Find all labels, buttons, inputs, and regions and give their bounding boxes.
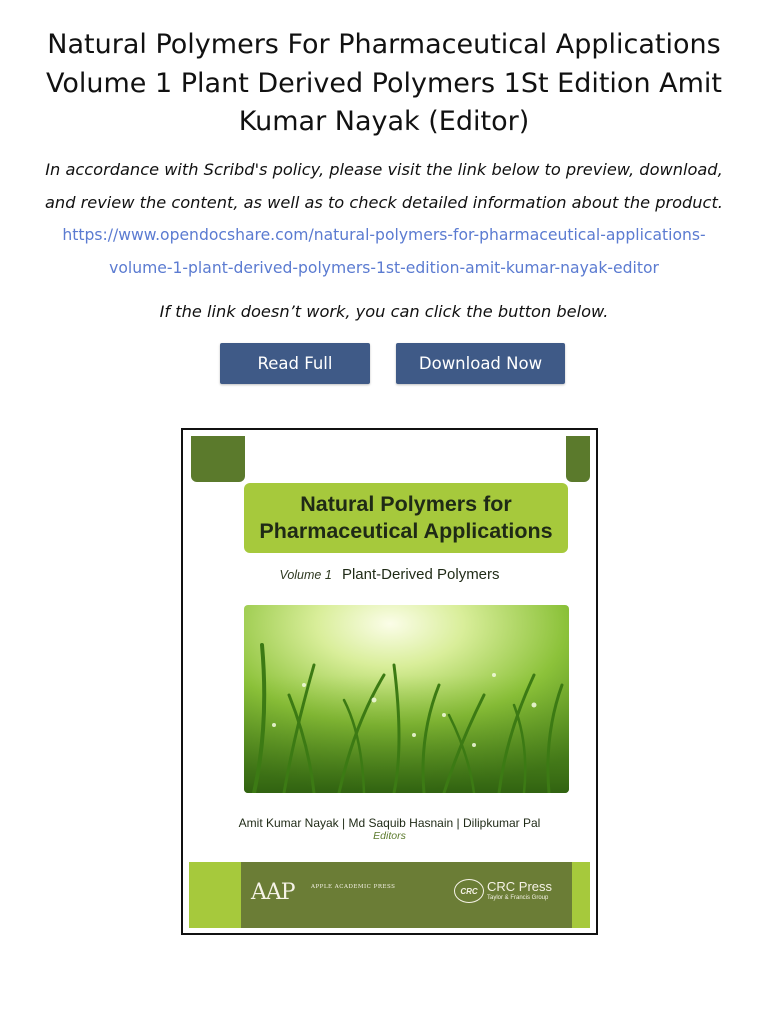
grass-image [244, 605, 569, 793]
crc-press-name: CRC Press [487, 879, 553, 894]
cover-title-line1: Natural Polymers for [300, 492, 512, 516]
notice-text: In accordance with Scribd's policy, please visit the link below to preview, download, and review the content, as well as to check detailed information about the product. [45, 160, 723, 212]
product-link[interactable]: https://www.opendocshare.com/natural-polymers-for-pharmaceutical-applications-volume-1-plant-derived-polymers-1st-edition-amit-kumar-nayak-editor [62, 226, 706, 277]
link-hint: If the link doesn’t work, you can click the button below. [159, 302, 609, 321]
book-cover-art [183, 430, 596, 933]
cover-tab-right [566, 436, 590, 482]
book-cover [181, 428, 598, 935]
cover-tab-left [191, 436, 245, 482]
policy-notice [40, 154, 728, 284]
download-now-button[interactable]: Download Now [396, 343, 565, 384]
cover-footer-right-accent [572, 862, 590, 928]
crc-press-subtext: Taylor & Francis Group [487, 895, 549, 901]
aap-logo-subtext: APPLE ACADEMIC PRESS [311, 884, 396, 890]
aap-logo: AAP [251, 880, 295, 905]
cover-grass-photo [244, 605, 569, 793]
cover-title-banner [244, 483, 568, 553]
cover-authors-role: Editors [373, 830, 406, 842]
cover-volume-line [183, 566, 596, 583]
cover-subtitle: Plant-Derived Polymers [341, 566, 500, 583]
cover-volume-label: Volume 1 [279, 568, 332, 582]
cover-title-line2: Pharmaceutical Applications [259, 519, 553, 543]
cover-authors: Amit Kumar Nayak | Md Saquib Hasnain | Dilipkumar Pal [238, 816, 541, 830]
page-title: Natural Polymers For Pharmaceutical Applications Volume 1 Plant Derived Polymers 1St Edition Amit Kumar Nayak (Editor) [45, 29, 722, 137]
crc-logo-badge: CRC [454, 879, 484, 903]
cover-footer-left-accent [189, 862, 241, 928]
read-full-button[interactable]: Read Full [220, 343, 370, 384]
